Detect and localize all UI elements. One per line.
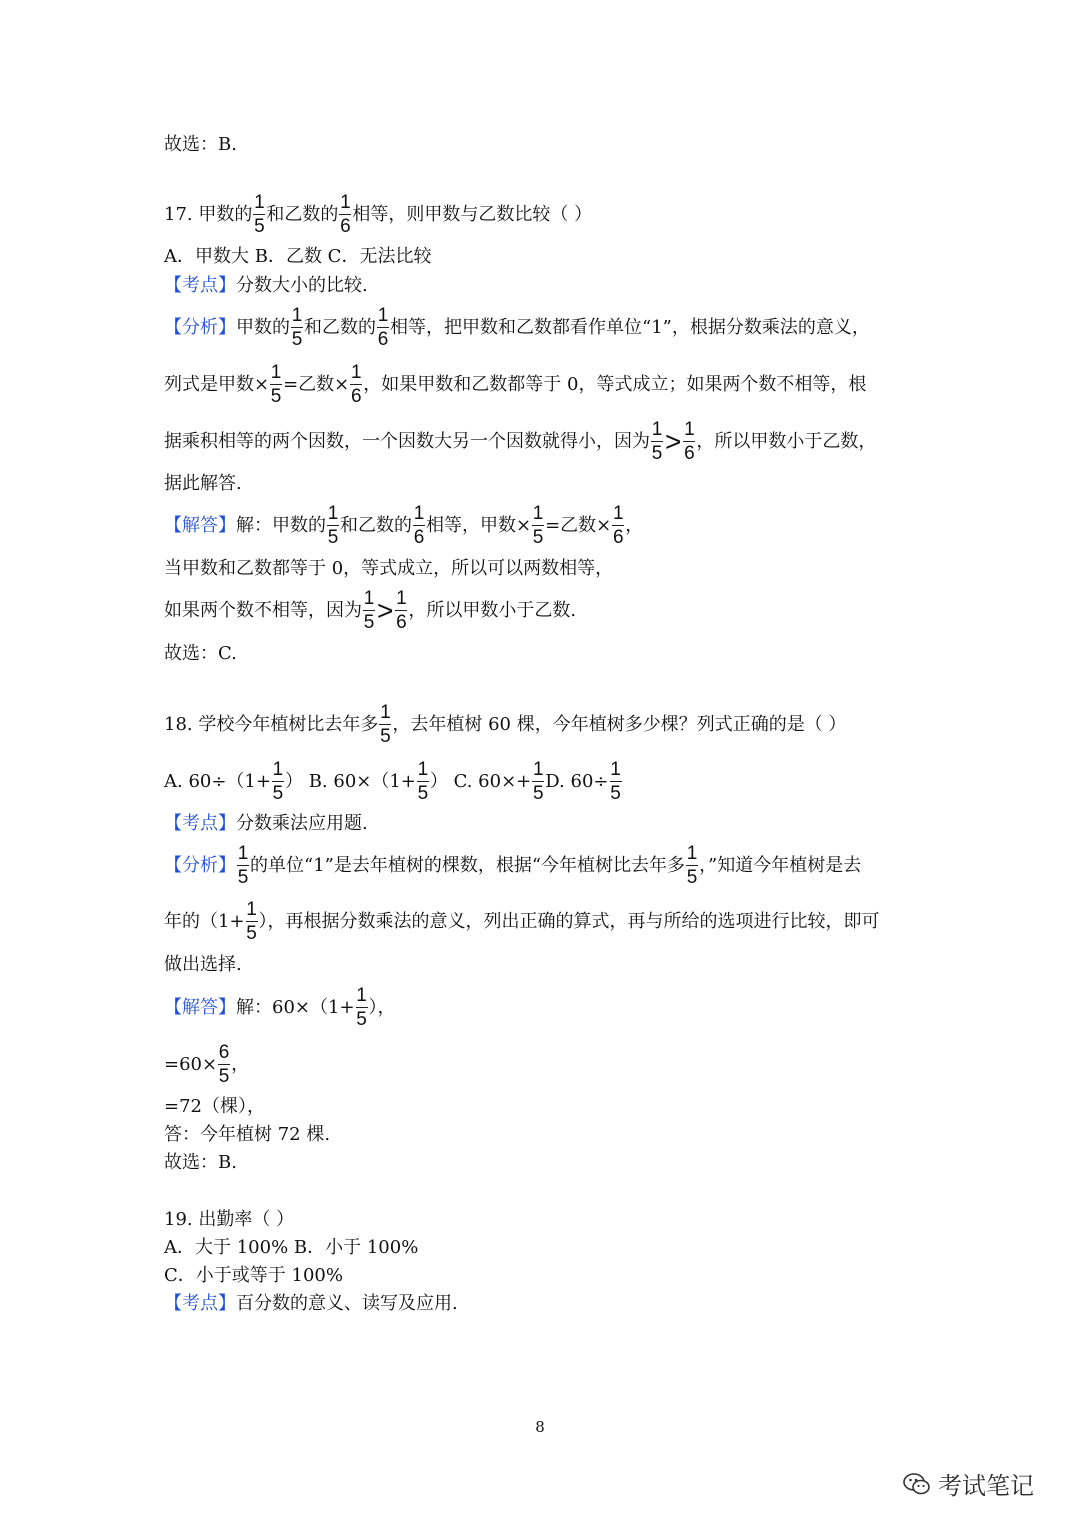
q18-fenxi-3: 做出选择. <box>164 954 242 975</box>
kaodian-tag: 【考点】 <box>164 813 236 834</box>
fraction: 1 5 <box>254 192 265 237</box>
watermark <box>902 1466 1034 1501</box>
fraction: 1 5 <box>380 702 391 747</box>
q18-jieda-3: =72（棵）， <box>164 1096 265 1117</box>
fraction: 1 6 <box>340 192 351 237</box>
q18-options: A. 60÷（1+ 1 5 ） B. 60×（1+ 1 5 ） C. 60×+ 1 5 D. 60÷ 1 5 <box>164 759 621 804</box>
fraction: 1 5 <box>270 362 282 407</box>
fraction: 1 6 <box>413 503 425 548</box>
fraction: 1 5 <box>272 759 284 804</box>
fraction: 1 5 <box>686 843 698 888</box>
q18-stem: 18. 学校今年植树比去年多 1 5 ，去年植树 60 棵，今年植树多少棵？列式正确的是（ ） <box>164 702 847 747</box>
kaodian-tag: 【考点】 <box>164 275 236 296</box>
q17-jieda-1: 【解答】 解：甲数的 1 5 和乙数的 1 6 相等，甲数× 1 5 =乙数× 1 6 ， <box>164 503 644 548</box>
fenxi-tag: 【分析】 <box>164 855 236 876</box>
q19-stem: 19. 出勤率（ ） <box>164 1209 295 1230</box>
fraction: 1 6 <box>684 419 695 464</box>
fraction: 1 6 <box>377 305 389 350</box>
fraction: 6 5 <box>218 1042 230 1087</box>
q17-jieda-2: 当甲数和乙数都等于 0，等式成立，所以可以两数相等， <box>164 558 614 579</box>
fraction: 1 5 <box>363 588 375 633</box>
jieda-tag: 【解答】 <box>164 515 236 536</box>
fraction: 1 5 <box>651 419 663 464</box>
q17-kaodian: 【考点】 分数大小的比较. <box>164 272 368 300</box>
q18-jieda-2: =60× 6 5 ， <box>164 1042 250 1087</box>
q17-fenxi-3: 据乘积相等的两个因数，一个因数大另一个因数就得小，因为 1 5 > 1 6 ，所以甲数小于乙数， <box>164 419 877 464</box>
q19-kaodian: 【考点】 百分数的意义、读写及应用. <box>164 1290 458 1318</box>
fraction: 1 5 <box>417 759 429 804</box>
q18-fenxi-1: 【分析】 1 5 的单位“1”是去年植树的棵数，根据“今年植树比去年多 1 5 ，”知道今年植树是去 <box>164 843 862 888</box>
wechat-icon <box>902 1471 932 1497</box>
page-number: 8 <box>535 1418 545 1436</box>
kaodian-tag: 【考点】 <box>164 1293 236 1314</box>
q17-fenxi-2: 列式是甲数× 1 5 =乙数× 1 6 ，如果甲数和乙数都等于 0，等式成立；如果两个数不相等，根 <box>164 362 867 407</box>
fraction: 1 6 <box>612 503 624 548</box>
fraction: 1 5 <box>532 503 544 548</box>
q19-options-1: A．大于 100% B．小于 100% <box>164 1237 419 1258</box>
q18-jieda-1: 【解答】 解：60×（1+ 1 5 ）， <box>164 985 396 1030</box>
fraction: 1 5 <box>246 899 257 944</box>
q19-options-2: C．小于或等于 100% <box>164 1265 343 1286</box>
q17-fenxi-4: 据此解答. <box>164 473 242 494</box>
q17-fenxi-1: 【分析】 甲数的 1 5 和乙数的 1 6 相等，把甲数和乙数都看作单位“1”，根据分数乘法的意义， <box>164 305 870 350</box>
watermark-text: 考试笔记 <box>938 1472 1034 1500</box>
q18-jieda-4: 答：今年植树 72 棵. <box>164 1124 331 1145</box>
fraction: 1 6 <box>396 588 407 633</box>
q17-answer: 故选：C. <box>164 643 237 664</box>
fenxi-tag: 【分析】 <box>164 317 236 338</box>
fraction: 1 5 <box>291 305 303 350</box>
fraction: 1 5 <box>532 759 544 804</box>
greater-than: > <box>377 595 394 626</box>
fraction: 1 5 <box>327 503 339 548</box>
q18-kaodian: 【考点】 分数乘法应用题. <box>164 810 368 838</box>
prev-answer <box>164 131 237 159</box>
q17-stem: 17. 甲数的 1 5 和乙数的 1 6 相等，则甲数与乙数比较（ ） <box>164 192 593 237</box>
answer-text: 故选：B. <box>164 134 237 155</box>
fraction: 1 5 <box>356 985 367 1030</box>
jieda-tag: 【解答】 <box>164 997 236 1018</box>
greater-than: > <box>665 426 682 457</box>
q17-jieda-3: 如果两个数不相等，因为 1 5 > 1 6 ，所以甲数小于乙数. <box>164 588 577 633</box>
q17-options: A．甲数大 B．乙数 C．无法比较 <box>164 246 432 267</box>
q18-answer: 故选：B. <box>164 1152 237 1173</box>
fraction: 1 5 <box>237 843 249 888</box>
q18-fenxi-2: 年的（1+ 1 5 ），再根据分数乘法的意义，列出正确的算式，再与所给的选项进行比较，即可 <box>164 899 880 944</box>
fraction: 1 6 <box>350 362 362 407</box>
fraction: 1 5 <box>610 759 621 804</box>
